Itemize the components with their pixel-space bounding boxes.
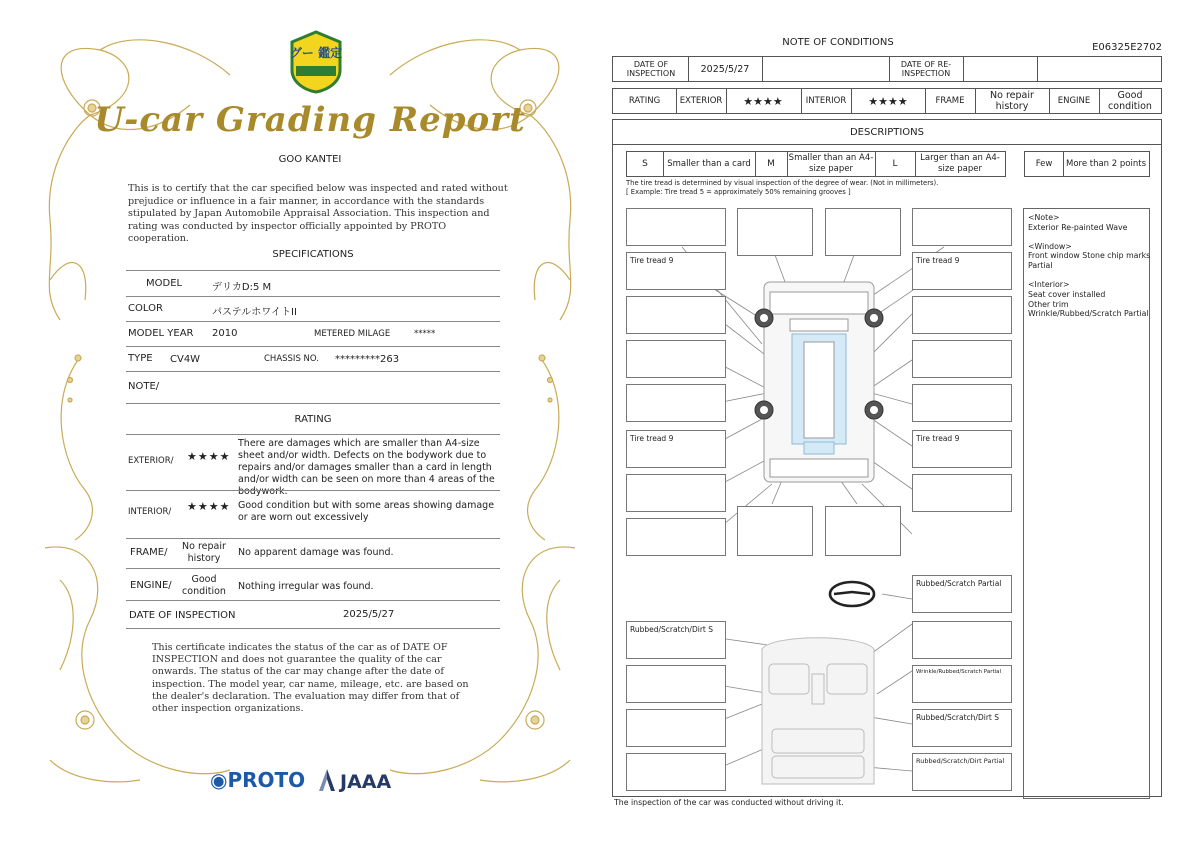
divider <box>126 628 500 629</box>
callout-interior-right-3: Rubbed/Scratch/Dirt Partial <box>912 753 1012 791</box>
frame-description: No apparent damage was found. <box>238 547 394 558</box>
callout-box <box>626 208 726 246</box>
legend-few: Few <box>1035 158 1053 169</box>
inspection-disclaimer: The inspection of the car was conducted without driving it. <box>614 798 844 807</box>
callout-box <box>626 340 726 378</box>
car-top-view-icon <box>755 282 883 482</box>
interior-rating-stars: ★★★★ <box>187 500 231 513</box>
callout-box <box>912 621 1012 659</box>
interior-rating-stars: ★★★★ <box>868 94 908 108</box>
color-label: COLOR <box>128 303 163 314</box>
callout-box <box>912 296 1012 334</box>
callout-box <box>626 384 726 422</box>
interior-label: INTERIOR/ <box>128 507 172 517</box>
callout-tire-rear-left: Tire tread 9 <box>626 430 726 468</box>
divider <box>126 270 500 271</box>
exterior-rating-stars: ★★★★ <box>743 94 783 108</box>
legend-s: S <box>642 158 648 169</box>
report-subtitle: GOO KANTEI <box>278 154 342 165</box>
engine-value: Good condition <box>1108 90 1152 112</box>
exterior-description: There are damages which are smaller than A4-size sheet and/or width. Defects on the bodywork due to repairs and/or damages smaller than a card in length and/or width can be seen on more than 4 areas of the bodywork. <box>238 438 495 497</box>
callout-box <box>912 340 1012 378</box>
date-of-inspection-label: DATE OF INSPECTION <box>129 610 236 621</box>
callout-steering: Rubbed/Scratch Partial <box>912 575 1012 613</box>
color-value: パステルホワイトII <box>212 307 297 318</box>
metered-milage-label: METERED MILAGE <box>314 329 391 339</box>
notes-panel <box>1023 208 1150 799</box>
note-item: Exterior Re-painted Wave <box>1028 222 1128 232</box>
exterior-rating-stars: ★★★★ <box>187 450 231 463</box>
note-heading: <Note> <box>1028 213 1060 222</box>
metered-milage-value: ***** <box>414 329 436 339</box>
callout-box <box>626 665 726 703</box>
interior-item: Other trim <box>1028 299 1069 309</box>
divider <box>126 490 500 491</box>
divider <box>126 321 500 322</box>
callout-box <box>626 474 726 512</box>
divider <box>126 403 500 404</box>
date-of-inspection-label: DATE OF INSPECTION <box>626 60 676 78</box>
grading-certificate <box>30 20 590 828</box>
model-value: デリカD:5 M <box>212 282 272 293</box>
window-heading: <Window> <box>1028 241 1072 251</box>
window-item: Front window Stone chip marks Partial <box>1028 251 1151 271</box>
date-of-reinspection-label: DATE OF RE-INSPECTION <box>900 60 952 78</box>
model-year-value: 2010 <box>212 328 238 339</box>
callout-box <box>825 208 901 256</box>
goo-kantei-badge <box>288 30 344 94</box>
callout-box <box>626 753 726 791</box>
frame-label: FRAME <box>935 95 965 106</box>
rating-label: RATING <box>628 95 661 106</box>
interior-item: Seat cover installed <box>1028 289 1106 299</box>
descriptions-header: DESCRIPTIONS <box>612 119 1162 145</box>
noc-title: NOTE OF CONDITIONS <box>782 37 894 48</box>
exterior-label: EXTERIOR/ <box>128 456 174 466</box>
callout-box <box>626 709 726 747</box>
callout-box <box>825 506 901 556</box>
engine-label: ENGINE <box>1057 95 1091 106</box>
callout-interior-right-1: Wrinkle/Rubbed/Scratch Partial <box>912 665 1012 703</box>
engine-description: Nothing irregular was found. <box>238 581 374 592</box>
engine-label: ENGINE/ <box>130 580 172 591</box>
callout-interior-left-1: Rubbed/Scratch/Dirt S <box>626 621 726 659</box>
callout-box <box>912 384 1012 422</box>
legend-m: M <box>767 158 775 169</box>
legend-few-desc: More than 2 points <box>1065 158 1146 169</box>
report-code: E06325E2702 <box>1092 42 1162 53</box>
divider <box>126 296 500 297</box>
callout-box <box>737 506 813 556</box>
exterior-label: EXTERIOR <box>679 95 723 106</box>
certificate-disclaimer: This certificate indicates the status of the car as of DATE OF INSPECTION and does not guarantee the quality of the car onwards. The status of the car may change after the date of inspection. The model year, car name, mileage, etc. are based on the dealer's declaration. The evaluation may differ from that of other inspection organizations. <box>152 642 469 715</box>
date-of-inspection-value: 2025/5/27 <box>700 63 750 75</box>
model-label: MODEL <box>146 278 183 289</box>
legend-s-desc: Smaller than a card <box>667 158 751 169</box>
proto-logo: ◉PROTO <box>210 768 306 792</box>
rating-heading: RATING <box>294 414 332 425</box>
note-of-conditions <box>612 34 1164 814</box>
model-year-label: MODEL YEAR <box>128 328 194 339</box>
divider <box>126 434 500 435</box>
frame-value: No repair history <box>990 90 1034 112</box>
type-value: CV4W <box>170 354 201 365</box>
callout-box <box>626 296 726 334</box>
callout-box <box>626 518 726 556</box>
interior-description: Good condition but with some areas showing damage or are worn out excessively <box>238 500 495 523</box>
divider <box>126 568 500 569</box>
chassis-value: *********263 <box>335 354 400 365</box>
chassis-label: CHASSIS NO. <box>264 354 319 364</box>
callout-tire-rear-right: Tire tread 9 <box>912 430 1012 468</box>
callout-interior-right-2: Rubbed/Scratch/Dirt S <box>912 709 1012 747</box>
steering-wheel-icon <box>830 582 874 606</box>
divider <box>126 600 500 601</box>
note-label: NOTE/ <box>128 381 160 392</box>
callout-tire-front-right: Tire tread 9 <box>912 252 1012 290</box>
divider <box>126 371 500 372</box>
type-label: TYPE <box>128 353 153 364</box>
callout-tire-front-left: Tire tread 9 <box>626 252 726 290</box>
specifications-heading: SPECIFICATIONS <box>272 249 354 260</box>
interior-item: Wrinkle/Rubbed/Scratch Partial <box>1028 309 1149 319</box>
tire-tread-note: The tire tread is determined by visual inspection of the degree of wear. (Not in millimeters). [ Example: Tire tread 5 = approximately 50% remaining grooves ] <box>626 179 939 196</box>
callout-box <box>912 208 1012 246</box>
interior-label: INTERIOR <box>805 95 847 106</box>
car-interior-icon <box>762 638 874 784</box>
date-of-inspection-value: 2025/5/27 <box>343 609 395 620</box>
interior-heading: <Interior> <box>1028 279 1070 289</box>
proto-mark-icon: ◉ <box>210 768 228 792</box>
legend-m-desc: Smaller than an A4-size paper <box>788 153 874 174</box>
certification-statement: This is to certify that the car specified below was inspected and rated without prejudice or influence in a fair manner, in accordance with the standards stipulated by Japan Automobile Appraisal Association. This inspection and rating was conducted by inspector officially appointed by PROTO cooperation. <box>128 183 508 245</box>
jaaa-logo: JAAA <box>318 768 391 793</box>
badge-text: グー 鑑定 <box>289 46 343 60</box>
callout-box <box>912 474 1012 512</box>
divider <box>126 538 500 539</box>
jaaa-mark-icon <box>318 768 336 792</box>
legend-l-desc: Larger than an A4-size paper <box>920 153 1000 174</box>
report-title: U-car Grading Report <box>94 100 526 140</box>
legend-l: L <box>892 158 898 169</box>
callout-box <box>737 208 813 256</box>
divider <box>126 346 500 347</box>
frame-value: No repair history <box>182 541 226 564</box>
engine-value: Good condition <box>182 574 226 597</box>
frame-label: FRAME/ <box>130 547 168 558</box>
